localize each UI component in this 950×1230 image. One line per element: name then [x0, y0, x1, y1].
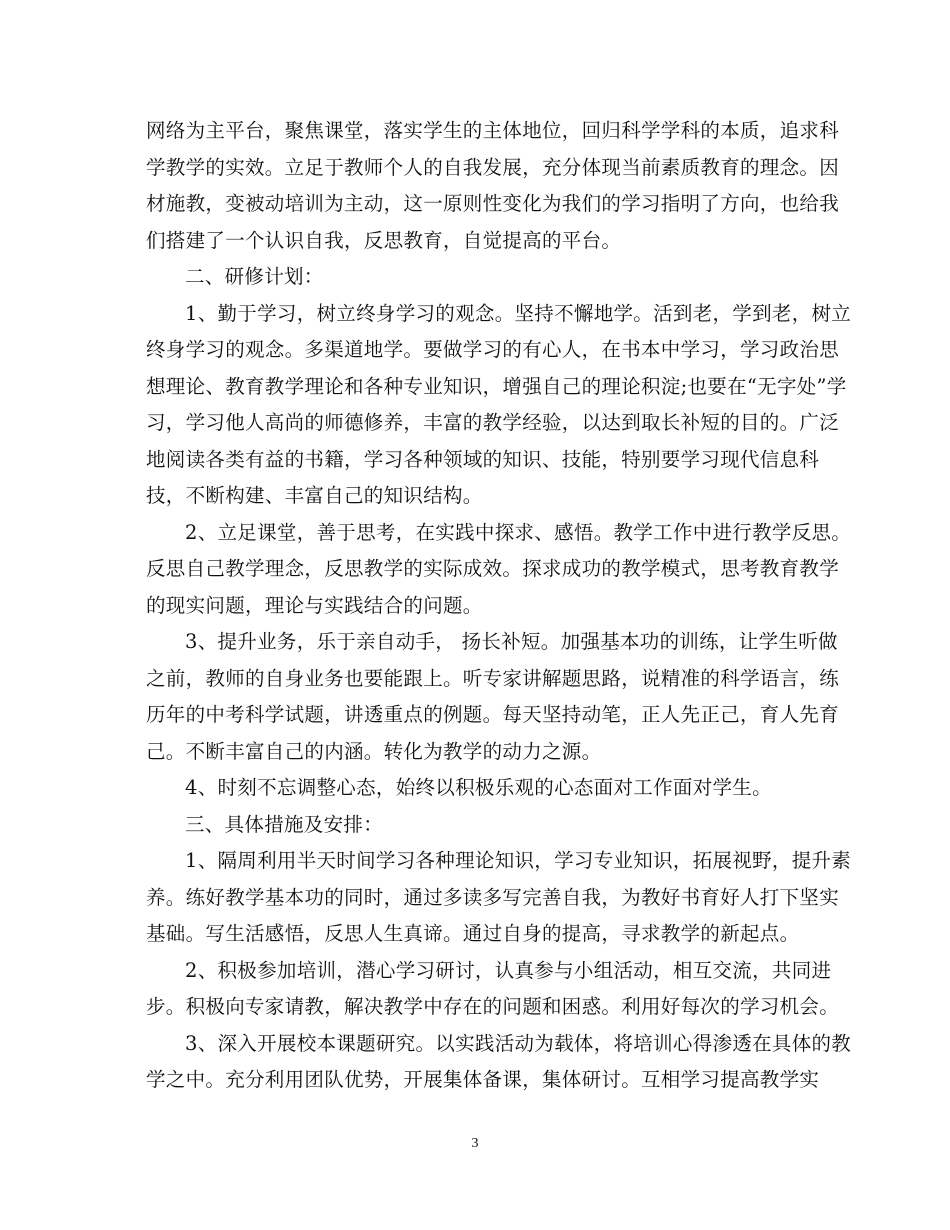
paragraph-measure-2 — [146, 953, 840, 1026]
text-line: 4、时刻不忘调整心态，始终以积极乐观的心态面对工作面对学生。 — [185, 776, 772, 799]
section-heading-plan — [146, 259, 810, 296]
text-line: 养。练好教学基本功的同时，通过多读多写完善自我，为教好书育好人打下坚实 — [146, 885, 840, 909]
text-line: 想理论、教育教学理论和各种专业知识，增强自己的理论积淀;也要在“无字处”学 — [146, 374, 847, 398]
text-line: 1、隔周利用半天时间学习各种理论知识，学习专业知识，拓展视野，提升素 — [185, 849, 852, 872]
paragraph-plan-1 — [146, 296, 852, 515]
text-line: 终身学习的观念。多渠道地学。要做学习的有心人，在书本中学习，学习政治思 — [146, 338, 840, 361]
text-line: 基础。写生活感悟，反思人生真谛。通过自身的提高，寻求教学的新起点。 — [146, 922, 800, 945]
text-line: 3、提升业务，乐于亲自动手， 扬长补短。加强基本功的训练，让学生听做 — [185, 630, 838, 653]
text-line: 技，不断构建、丰富自己的知识结构。 — [146, 484, 483, 507]
paragraph-plan-4 — [146, 770, 810, 807]
text-line: 3、深入开展校本课题研究。以实践活动为载体，将培训心得渗透在具体的教 — [185, 1031, 852, 1055]
text-line: 2、立足课堂，善于思考，在实践中探求、感悟。教学工作中进行教学反思。 — [185, 520, 852, 544]
paragraph-measure-3 — [146, 1026, 852, 1099]
text-line: 1、勤于学习，树立终身学习的观念。坚持不懈地学。活到老，学到老，树立 — [185, 301, 852, 325]
text-line: 之前，教师的自身业务也要能跟上。听专家讲解题思路，说精准的科学语言，练 — [146, 666, 840, 690]
paragraph-plan-2 — [146, 515, 852, 625]
section-heading-measures — [146, 807, 810, 844]
text-line: 2、积极参加培训，潜心学习研讨，认真参与小组活动，相互交流，共同进 — [185, 958, 832, 982]
text-line: 学教学的实效。立足于教师个人的自我发展，充分体现当前素质教育的理念。因 — [146, 155, 840, 179]
paragraph-measure-1 — [146, 843, 852, 953]
paragraph-plan-3 — [146, 624, 840, 770]
page-number: 3 — [471, 1136, 479, 1151]
text-line: 学之中。充分利用团队优势，开展集体备课，集体研讨。互相学习提高教学实 — [146, 1068, 820, 1091]
text-line: 己。不断丰富自己的内涵。转化为教学的动力之源。 — [146, 739, 602, 763]
text-line: 材施教，变被动培训为主动，这一原则性变化为我们的学习指明了方向，也给我 — [146, 192, 840, 215]
text-line: 习，学习他人高尚的师德修养，丰富的教学经验，以达到取长补短的目的。广泛 — [146, 411, 840, 434]
text-line: 的现实问题，理论与实践结合的问题。 — [146, 593, 483, 617]
paragraph-continuation — [146, 113, 840, 259]
text-line: 历年的中考科学试题，讲透重点的例题。每天坚持动笔，正人先正己，育人先育 — [146, 703, 840, 726]
text-line: 反思自己教学理念，反思教学的实际成效。探求成功的教学模式，思考教育教学 — [146, 557, 840, 580]
text-line: 步。积极向专家请教，解决教学中存在的问题和困惑。利用好每次的学习机会。 — [146, 995, 840, 1018]
text-line: 二、研修计划： — [185, 265, 324, 288]
text-line: 地阅读各类有益的书籍，学习各种领域的知识、技能，特别要学习现代信息科 — [146, 447, 820, 471]
text-line: 网络为主平台，聚焦课堂，落实学生的主体地位，回归科学学科的本质，追求科 — [146, 119, 840, 142]
text-line: 三、具体措施及安排： — [185, 812, 384, 836]
text-line: 们搭建了一个认识自我，反思教育，自觉提高的平台。 — [146, 228, 622, 252]
body-text — [146, 113, 852, 1099]
